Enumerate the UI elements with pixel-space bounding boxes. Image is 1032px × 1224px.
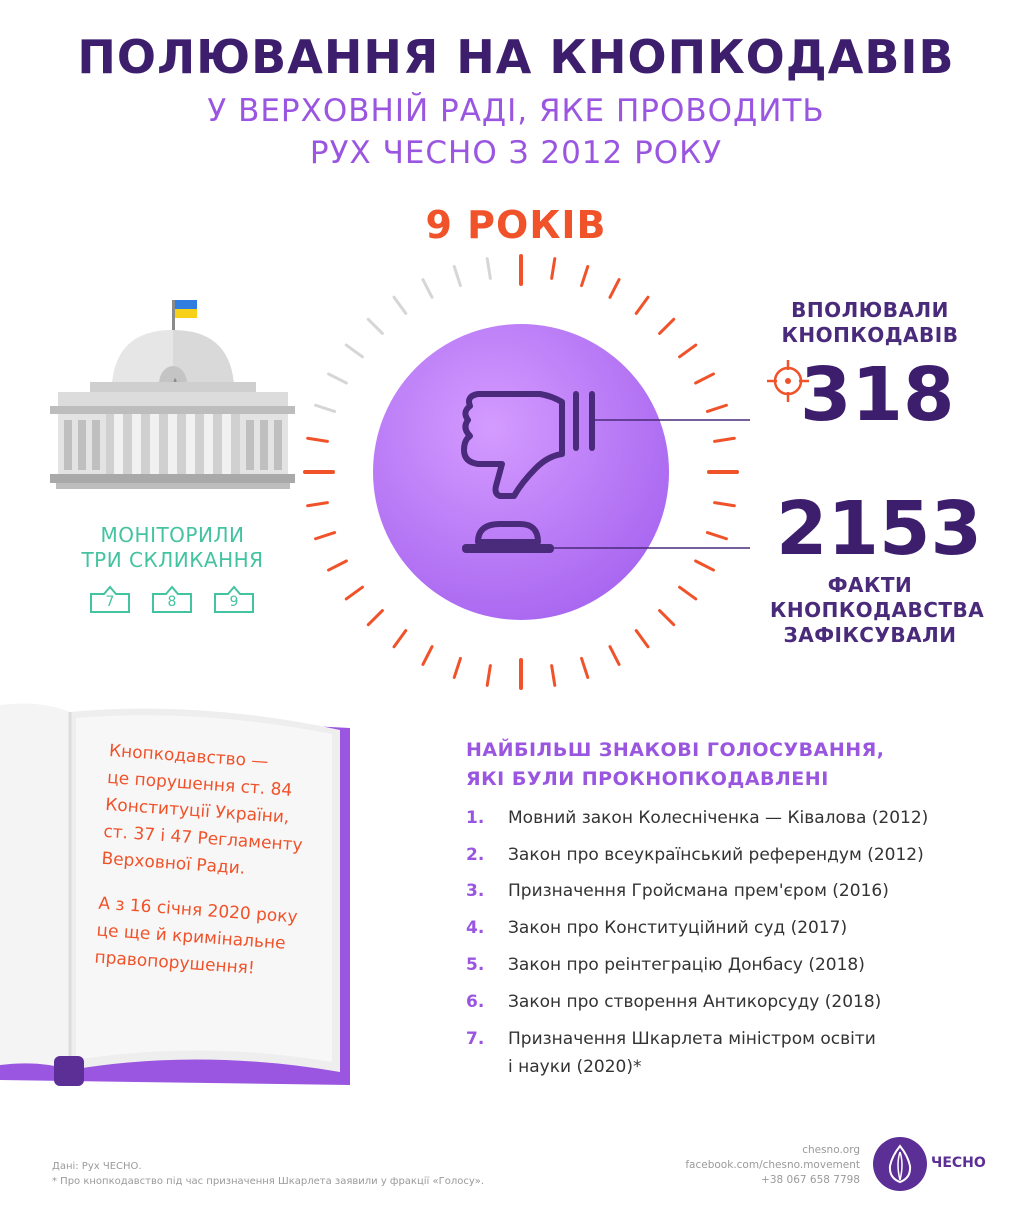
list-item-text: Закон про всеукраїнський референдум (2012) bbox=[508, 845, 924, 865]
dial-tick bbox=[454, 267, 460, 286]
dial-tick bbox=[660, 611, 674, 625]
list-item-number: 5. bbox=[466, 955, 485, 975]
footer-note: * Про кнопкодавство під час призначення Шкарлета заявили у фракції «Голосу». bbox=[52, 1176, 485, 1187]
book-p2-line-3: правопорушення! bbox=[93, 947, 256, 979]
dial-tick bbox=[394, 631, 406, 647]
list-item bbox=[466, 1025, 966, 1083]
page-title: ПОЛЮВАННЯ НА КНОПКОДАВІВ bbox=[77, 30, 955, 84]
list-item-number: 2. bbox=[466, 845, 485, 865]
dial-tick bbox=[368, 611, 382, 625]
list-item-text-line-1: Призначення Шкарлета міністром освіти bbox=[508, 1029, 876, 1049]
facts-label-line-1: ФАКТИ bbox=[827, 573, 913, 597]
chesno-logo-text: ЧЕСНО bbox=[931, 1155, 986, 1171]
dial-tick bbox=[696, 374, 714, 383]
list-item-text: Закон про Конституційний суд (2017) bbox=[508, 918, 848, 938]
dial-tick bbox=[636, 631, 648, 647]
dial-tick bbox=[707, 533, 726, 539]
votes-heading bbox=[466, 736, 884, 794]
dial-tick bbox=[316, 533, 335, 539]
list-item-text: Призначення Гройсмана прем'єром (2016) bbox=[508, 881, 889, 901]
subtitle-line-1: У ВЕРХОВНІЙ РАДІ, ЯКЕ ПРОВОДИТЬ bbox=[207, 93, 825, 129]
hunted-label-line-2: КНОПКОДАВІВ bbox=[781, 323, 959, 347]
book-p2-line-1: А з 16 січня 2020 року bbox=[97, 893, 299, 928]
dial-tick bbox=[636, 297, 648, 313]
footer-facebook-link[interactable]: facebook.com/chesno.movement bbox=[685, 1159, 860, 1171]
list-item-text-line-2: і науки (2020)* bbox=[508, 1057, 642, 1077]
chesno-logo-icon bbox=[872, 1136, 928, 1192]
dial-tick bbox=[610, 647, 619, 665]
years-label: 9 РОКІВ bbox=[425, 203, 607, 247]
dial-circle bbox=[373, 324, 669, 620]
subtitle-line-2: РУХ ЧЕСНО З 2012 РОКУ bbox=[309, 135, 723, 171]
dial-tick bbox=[487, 259, 490, 279]
timer-dial bbox=[300, 250, 750, 690]
list-item-number: 4. bbox=[466, 918, 485, 938]
facts-value: 2153 bbox=[776, 486, 982, 572]
book-text bbox=[94, 738, 309, 985]
facts-label-line-3: ЗАФІКСУВАЛИ bbox=[783, 623, 957, 647]
monitoring-line-1: МОНІТОРИЛИ bbox=[100, 523, 245, 547]
dial-tick bbox=[329, 561, 347, 570]
dial-tick bbox=[696, 561, 714, 570]
hunted-label-line-1: ВПОЛЮВАЛИ bbox=[791, 298, 949, 322]
dial-tick bbox=[610, 280, 619, 298]
dial-tick bbox=[423, 647, 432, 665]
votes-heading-line-2: ЯКІ БУЛИ ПРОКНОПКОДАВЛЕНІ bbox=[466, 768, 829, 790]
book-p1-line-4: ст. 37 і 47 Регламенту bbox=[102, 821, 304, 856]
dial-tick bbox=[552, 666, 555, 686]
dial-tick bbox=[487, 666, 490, 686]
list-item-number: 3. bbox=[466, 881, 485, 901]
parliament-building-icon bbox=[50, 290, 295, 495]
dial-tick bbox=[423, 280, 432, 298]
list-item-number: 6. bbox=[466, 992, 485, 1012]
dial-tick bbox=[454, 658, 460, 677]
dial-tick bbox=[329, 374, 347, 383]
list-item-number: 7. bbox=[466, 1029, 485, 1049]
dial-tick bbox=[346, 587, 362, 599]
convocation-8-label: 8 bbox=[167, 594, 177, 610]
list-item-text bbox=[508, 1025, 958, 1081]
facts-label-line-2: КНОПКОДАВСТВА bbox=[770, 598, 985, 622]
dial-tick bbox=[368, 319, 382, 333]
footer-site-link[interactable]: chesno.org bbox=[802, 1144, 860, 1156]
book-p1-line-1: Кнопкодавство — bbox=[108, 740, 270, 773]
list-item-text: Закон про створення Антикорсуду (2018) bbox=[508, 992, 882, 1012]
footer-phone: +38 067 658 7798 bbox=[761, 1174, 860, 1186]
footer-source: Дані: Рух ЧЕСНО. bbox=[52, 1161, 142, 1172]
dial-tick bbox=[308, 438, 328, 441]
list-item-number: 1. bbox=[466, 808, 485, 828]
list-item-text: Мовний закон Колесніченка — Ківалова (2012) bbox=[508, 808, 929, 828]
dial-tick bbox=[394, 297, 406, 313]
dial-tick bbox=[660, 319, 674, 333]
book-p1-line-2: це порушення ст. 84 bbox=[106, 767, 293, 801]
dial-tick bbox=[680, 587, 696, 599]
dial-tick bbox=[707, 405, 726, 411]
dial-tick bbox=[316, 405, 335, 411]
dial-tick bbox=[582, 658, 588, 677]
dial-tick bbox=[552, 259, 555, 279]
dial-tick bbox=[346, 345, 362, 357]
dial-tick bbox=[715, 503, 735, 506]
monitoring-line-2: ТРИ СКЛИКАННЯ bbox=[81, 548, 264, 572]
dial-tick bbox=[308, 503, 328, 506]
hunted-value: 318 bbox=[800, 352, 955, 438]
votes-heading-line-1: НАЙБІЛЬШ ЗНАКОВІ ГОЛОСУВАННЯ, bbox=[466, 739, 885, 761]
convocation-7-label: 7 bbox=[105, 594, 115, 610]
list-item-text: Закон про реінтеграцію Донбасу (2018) bbox=[508, 955, 865, 975]
book-p2-line-2: це ще й кримінальне bbox=[95, 920, 287, 954]
dial-tick bbox=[680, 345, 696, 357]
book-p1-line-3: Конституції України, bbox=[104, 794, 290, 828]
convocation-9-label: 9 bbox=[229, 594, 239, 610]
dial-tick bbox=[582, 267, 588, 286]
book-p1-line-5: Верховної Ради. bbox=[100, 848, 246, 879]
dial-tick bbox=[715, 438, 735, 441]
